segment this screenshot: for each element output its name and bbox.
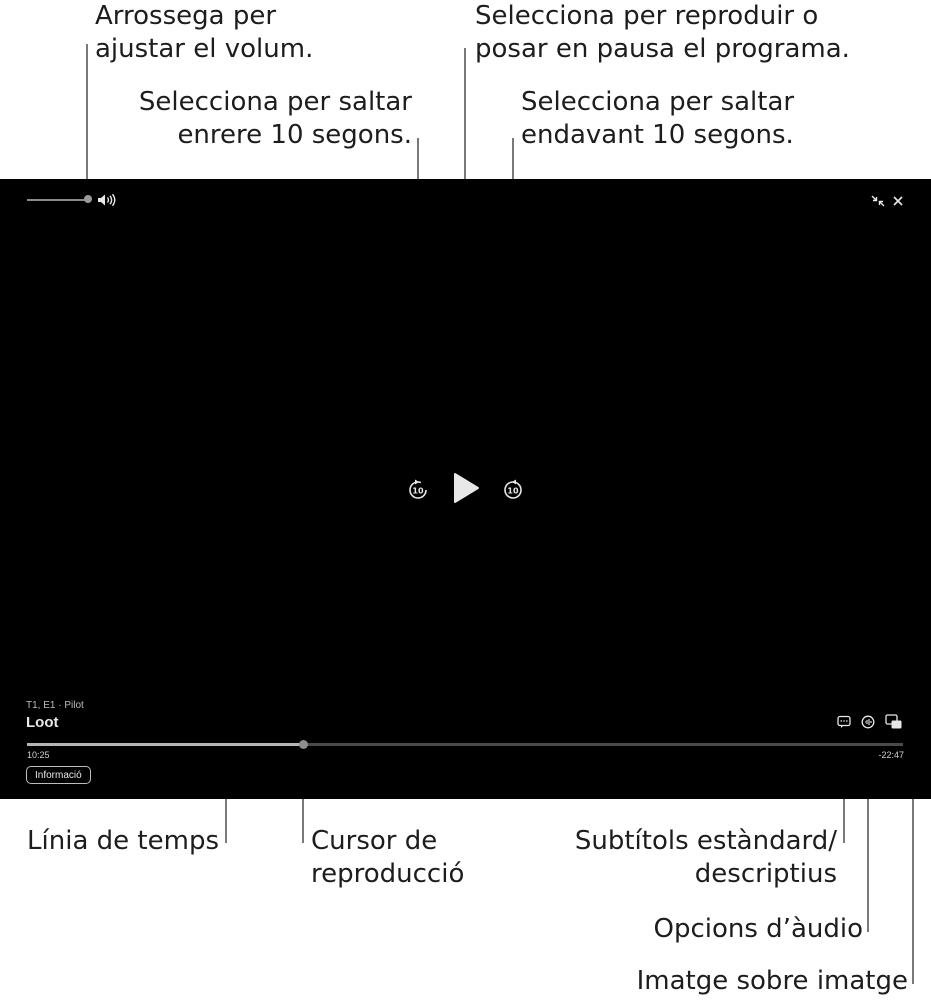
shrink-icon[interactable]	[870, 194, 886, 208]
callout-timeline: Línia de temps	[27, 826, 219, 856]
close-icon[interactable]	[891, 194, 905, 208]
subtitles-icon[interactable]	[836, 714, 852, 730]
remaining-time: -22:47	[878, 750, 904, 760]
volume-slider-knob[interactable]	[84, 195, 92, 203]
volume-slider-track[interactable]	[27, 199, 87, 201]
callout-play-pause: Selecciona per reproduir o posar en pausa el programa.	[475, 1, 850, 64]
video-player[interactable]	[0, 179, 931, 799]
callout-skip-forward: Selecciona per saltar endavant 10 segons.	[521, 87, 795, 150]
play-icon[interactable]	[451, 471, 481, 505]
timeline-progress	[27, 743, 303, 746]
picture-in-picture-icon[interactable]	[884, 713, 904, 731]
show-title: Loot	[26, 714, 59, 731]
skip-forward-10-icon[interactable]	[502, 479, 524, 501]
callout-playhead: Cursor de reproducció	[311, 826, 465, 889]
skip-back-10-icon[interactable]	[407, 479, 429, 501]
callout-pip: Imatge sobre imatge	[636, 966, 908, 996]
skip-back-label: 10	[412, 486, 424, 496]
leader-line-volume	[86, 44, 88, 199]
info-button[interactable]: Informació	[26, 766, 91, 784]
callout-audio-options: Opcions d’àudio	[653, 914, 863, 944]
speaker-icon[interactable]	[96, 192, 118, 208]
playhead[interactable]	[299, 740, 308, 749]
callout-skip-back: Selecciona per saltar enrere 10 segons.	[138, 87, 412, 150]
callout-volume: Arrossega per ajustar el volum.	[95, 1, 314, 64]
skip-forward-label: 10	[507, 486, 519, 496]
callout-subtitles: Subtítols estàndard/ descriptius	[574, 826, 837, 889]
audio-options-icon[interactable]	[860, 714, 876, 730]
episode-label: T1, E1 · Pilot	[26, 700, 84, 711]
elapsed-time: 10:25	[27, 750, 50, 760]
